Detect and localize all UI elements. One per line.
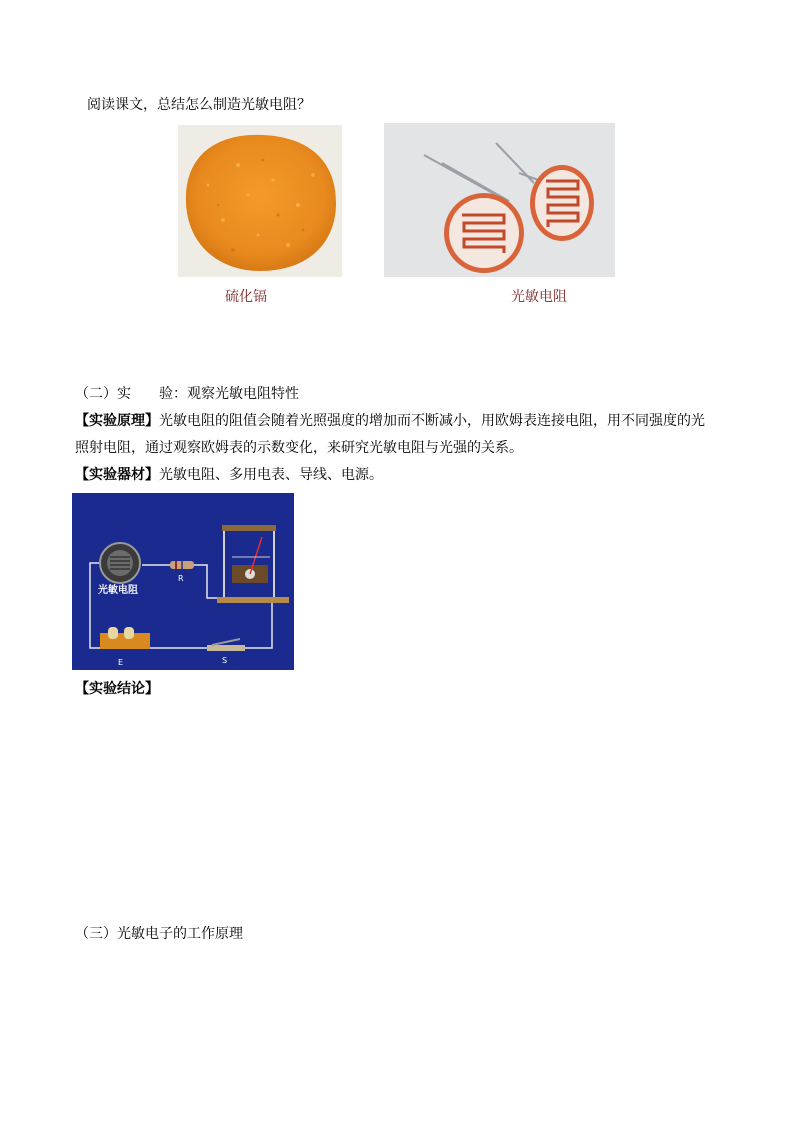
cadmium-sulfide-caption: 硫化镉 [225, 289, 267, 305]
s-label: S [222, 656, 228, 665]
equipment-line [75, 465, 383, 485]
cadmium-sulfide-photo [178, 125, 342, 277]
equipment-text: 光敏电阻、多用电表、导线、电源。 [159, 467, 383, 483]
equipment-label: 【实验器材】 [75, 467, 159, 483]
conclusion-label: 【实验结论】 [75, 681, 159, 697]
intro-question: 阅读课文，总结怎么制造光敏电阻？ [87, 97, 311, 113]
experiment-heading: （二）实 验：观察光敏电阻特性 [75, 386, 299, 402]
photoresistor-caption: 光敏电阻 [511, 289, 567, 305]
circuit-diagram [72, 493, 294, 670]
r-label: R [178, 574, 184, 583]
section3-heading: （三）光敏电子的工作原理 [75, 926, 243, 942]
principle-text-1: 光敏电阻的阻值会随着光照强度的增加而不断减小，用欧姆表连接电阻，用不同强度的光 [159, 413, 705, 429]
e-label: E [118, 658, 124, 667]
principle-line2: 照射电阻，通过观察欧姆表的示数变化，来研究光敏电阻与光强的关系。 [75, 440, 523, 456]
ldr-label: 光敏电阻 [98, 585, 138, 596]
photoresistor-photo [384, 123, 615, 277]
principle-line1 [75, 411, 705, 431]
principle-label: 【实验原理】 [75, 413, 159, 429]
